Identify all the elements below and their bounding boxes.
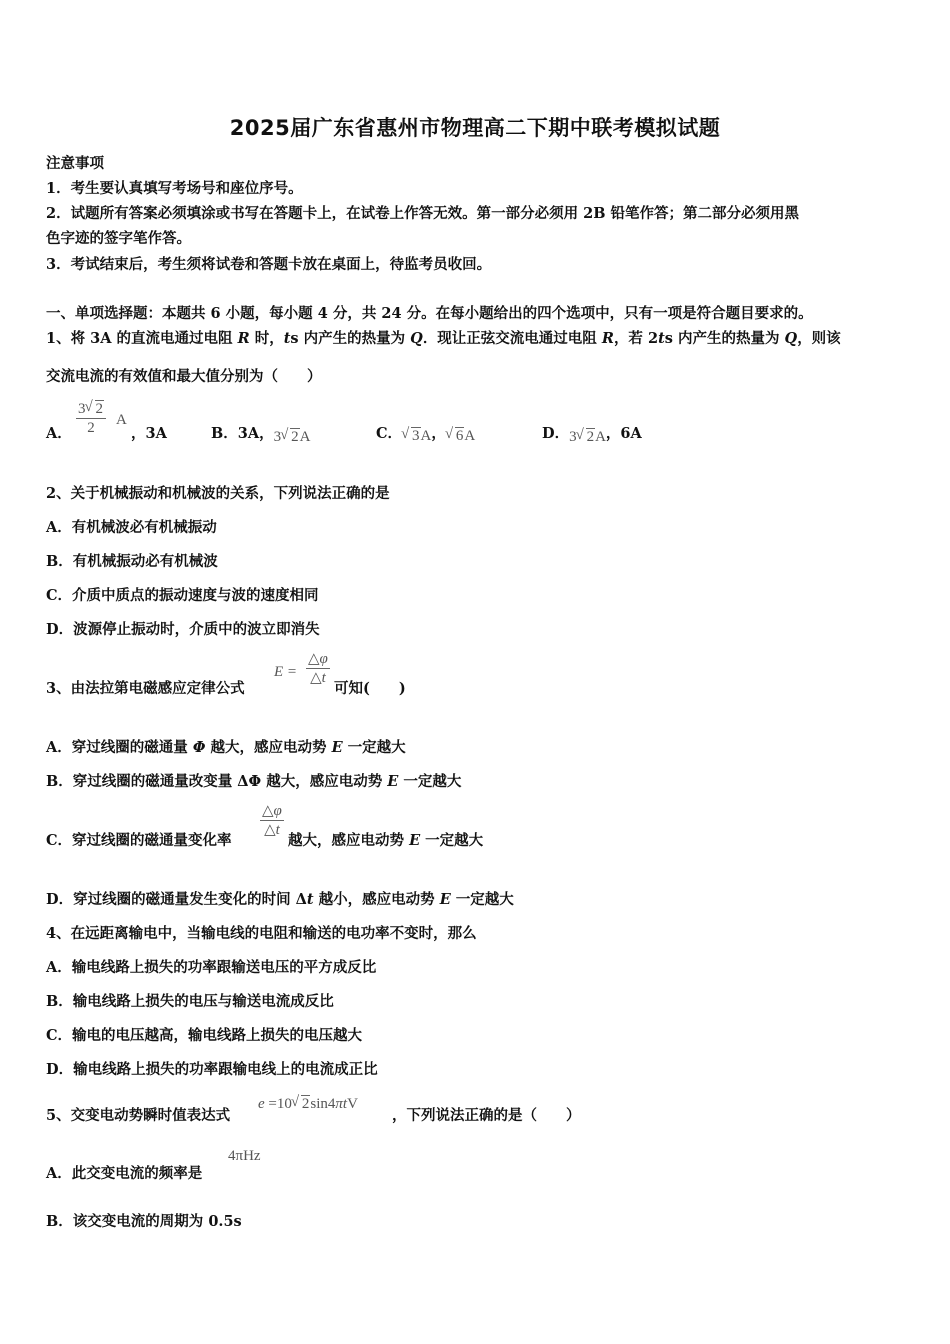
q1-option-c[interactable]: C．√ 3A，√ 6A xyxy=(376,422,516,443)
q4-stem: 4、在远距离输电中，当输电线的电阻和输送的电功率不变时，那么 xyxy=(46,925,477,942)
notice-heading: 注意事项 xyxy=(46,155,104,172)
notice-item-1: 1．考生要认真填写考场号和座位序号。 xyxy=(46,180,303,197)
q3-option-a[interactable]: A．穿过线圈的磁通量 Φ 越大，感应电动势 E 一定越大 xyxy=(46,739,406,756)
exam-page: 2025届广东省惠州市物理高二下期中联考模拟试题 注意事项 1．考生要认真填写考场号和座位序号。 2．试题所有答案必须填涂或书写在答题卡上，在试卷上作答无效。第一部分必须用 2B 铅笔作答；第二部分必须用黑 色字迹的签字笔作答。 3．考试结束后，考生须将试卷和答题卡放在桌面上，待监考员收回。 一、单项选择题：本题共 6 小题，每小题 4 分，共 24 分。在每小题给出的四个选项中，只有一项是符合题目要求的。 1、将 3A 的直流电通过电阻 R 时，ts 内产生的热量为 Q．现让正弦交流电通过电阻 R，若 2ts 内产生的热量为 Q，则该 交流电流的有效值和最大值分别为（ ） A． $\frac{3√ 2}{2}$ A ，3A B．3A，3√ 2A C．√ 3A，√ 6A D．3√ 2A，6A 2、关于机械振动和机械波的关系，下列说法正确的是 A．有机械波必有机械振动 B．有机械振动必有机械波 C．介质中质点的振动速度与波的速度相同 D．波源停止振动时，介质中的波立即消失 3、由法拉第电磁感应定律公式 E = $\frac{\triangle\varphi}{\triangle t}$ 可知( ) A．穿过线圈的磁通量 Φ 越大，感应电动势 E 一定越大 B．穿过线圈的磁通量改变量 ΔΦ 越大，感应电动势 E 一定越大 C．穿过线圈的磁通量变化率 $\frac{\triangle\varphi}{\triangle t}$ 越大，感应电动势 E 一定越大 D．穿过线圈的磁通量发生变化的时间 Δt 越小，感应电动势 E 一定越大 4、在远距离输电中，当输电线的电阻和输送的电功率不变时，那么 A．输电线路上损失的功率跟输送电压的平方成反比 B．输电线路上损失的电压与输送电流成反比 C．输电的电压越高，输电线路上损失的电压越大 D．输电线路上损失的功率跟输电线上的电流成正比 5、交变电动势瞬时值表达式 e =10√ 2sin4πtV ，下列说法正确的是（ ） A．此交变电流的频率是 4πHz B．该交变电流的周期为 0.5s xyxy=(0,0,950,1344)
q2-option-d[interactable]: D．波源停止振动时，介质中的波立即消失 xyxy=(46,621,320,638)
q2-option-c[interactable]: C．介质中质点的振动速度与波的速度相同 xyxy=(46,587,319,604)
page-title: 2025届广东省惠州市物理高二下期中联考模拟试题 xyxy=(229,116,721,140)
q4-option-d[interactable]: D．输电线路上损失的功率跟输电线上的电流成正比 xyxy=(46,1061,378,1078)
q1-option-d[interactable]: D．3√ 2A，6A xyxy=(542,422,682,443)
q5-formula: e =10√ 2sin4πtV xyxy=(258,1096,358,1113)
q1-stem-line2: 交流电流的有效值和最大值分别为（ ） xyxy=(46,368,322,385)
q3-option-b[interactable]: B．穿过线圈的磁通量改变量 ΔΦ 越大，感应电动势 E 一定越大 xyxy=(46,773,462,790)
q5-option-b[interactable]: B．该交变电流的周期为 0.5s xyxy=(46,1213,242,1230)
q4-option-b[interactable]: B．输电线路上损失的电压与输送电流成反比 xyxy=(46,993,334,1010)
q4-option-a[interactable]: A．输电线路上损失的功率跟输送电压的平方成反比 xyxy=(46,959,377,976)
q3-option-d[interactable]: D．穿过线圈的磁通量发生变化的时间 Δt 越小，感应电动势 E 一定越大 xyxy=(46,891,514,908)
notice-item-2: 2．试题所有答案必须填涂或书写在答题卡上，在试卷上作答无效。第一部分必须用 2B 铅笔作答；第二部分必须用黑 xyxy=(46,205,800,222)
notice-item-2-cont: 色字迹的签字笔作答。 xyxy=(46,230,191,247)
q4-option-c[interactable]: C．输电的电压越高，输电线路上损失的电压越大 xyxy=(46,1027,363,1044)
section-heading: 一、单项选择题：本题共 6 小题，每小题 4 分，共 24 分。在每小题给出的四个选项中，只有一项是符合题目要求的。 xyxy=(46,305,813,322)
q2-option-b[interactable]: B．有机械振动必有机械波 xyxy=(46,553,218,570)
notice-item-3: 3．考试结束后，考生须将试卷和答题卡放在桌面上，待监考员收回。 xyxy=(46,256,492,273)
q1-option-b[interactable]: B．3A，3√ 2A xyxy=(211,422,351,443)
q2-option-a[interactable]: A．有机械波必有机械振动 xyxy=(46,519,217,536)
q1-stem-line1: 1、将 3A 的直流电通过电阻 R 时，ts 内产生的热量为 Q．现让正弦交流电通过电阻 R，若 2ts 内产生的热量为 Q，则该 xyxy=(46,330,841,347)
q2-stem: 2、关于机械振动和机械波的关系，下列说法正确的是 xyxy=(46,485,390,502)
